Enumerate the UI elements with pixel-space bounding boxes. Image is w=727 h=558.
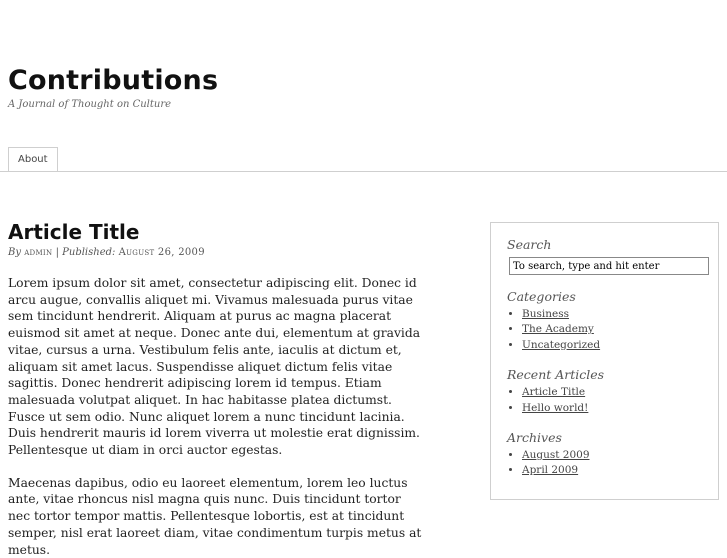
list-item xyxy=(522,338,708,353)
meta-published: | Published: xyxy=(55,247,116,258)
published-date: August 26, 2009 xyxy=(118,247,205,258)
list-item xyxy=(522,307,708,322)
archives-widget xyxy=(507,430,708,479)
archive-link-april-2009[interactable]: April 2009 xyxy=(522,464,579,477)
recent-article-link[interactable]: Hello world! xyxy=(522,401,589,414)
sidebar xyxy=(490,222,719,500)
list-item xyxy=(522,401,708,416)
article-title[interactable]: Article Title xyxy=(8,220,140,244)
article-paragraph: Lorem ipsum dolor sit amet, consectetur adipiscing elit. Donec id arcu augue, convallis aliquet mi. Vivamus malesuada purus vitae sem tincidunt hendrerit. Aliquam at purus ac magna placerat euismod sit amet at neque. Donec ante dui, elementum at gravida vitae, cursus a urna. Vestibulum felis ante, iaculis at dictum et, aliquam sit amet lacus. Suspendisse aliquet dictum felis vitae sagittis. Donec hendrerit adipiscing lorem id tempus. Etiam malesuada volutpat aliquet. In hac habitasse platea dictumst. Fusce ut sem odio. Nunc aliquet lorem a nunc tincidunt lacinia. Duis hendrerit mauris id lorem viverra ut molestie erat dignissim. Pellentesque ut diam in orci auctor egestas. xyxy=(8,276,421,458)
site-tagline: A Journal of Thought on Culture xyxy=(8,99,172,110)
author-link[interactable]: admin xyxy=(24,247,53,258)
archives-list xyxy=(507,448,708,479)
list-item xyxy=(522,448,708,463)
recent-articles-title: Recent Articles xyxy=(507,367,605,383)
site-title[interactable]: Contributions xyxy=(8,65,219,96)
categories-title: Categories xyxy=(507,289,576,304)
main-nav xyxy=(0,147,727,172)
archives-title: Archives xyxy=(507,430,562,446)
nav-tab-about[interactable]: About xyxy=(8,147,58,171)
recent-articles-widget xyxy=(507,367,708,416)
categories-list xyxy=(507,307,708,353)
categories-widget xyxy=(507,289,708,353)
recent-articles-list xyxy=(507,385,708,416)
article-body xyxy=(8,275,423,558)
category-link-the-academy[interactable]: The Academy xyxy=(522,323,594,336)
list-item xyxy=(522,463,708,478)
article-paragraph: Maecenas dapibus, odio eu laoreet elementum, lorem leo luctus ante, vitae rhoncus nisl magna quis nunc. Duis tincidunt tortor nec tortor tempor mattis. Pellentesque lobortis, est at tincidunt semper, nisl erat laoreet diam, vitae condimentum turpis metus at metus. xyxy=(8,475,422,557)
search-title: Search xyxy=(507,237,552,252)
site-header xyxy=(8,64,218,112)
main-content xyxy=(8,219,423,558)
list-item xyxy=(522,385,708,400)
category-link-uncategorized[interactable]: Uncategorized xyxy=(522,338,601,351)
list-item xyxy=(522,322,708,337)
search-input[interactable] xyxy=(509,257,709,275)
category-link-business[interactable]: Business xyxy=(522,308,569,320)
article-meta xyxy=(8,246,423,260)
recent-article-link[interactable]: Article Title xyxy=(522,386,586,399)
archive-link-august-2009[interactable]: August 2009 xyxy=(522,449,590,462)
meta-by: By xyxy=(8,247,21,258)
search-widget xyxy=(507,237,708,275)
